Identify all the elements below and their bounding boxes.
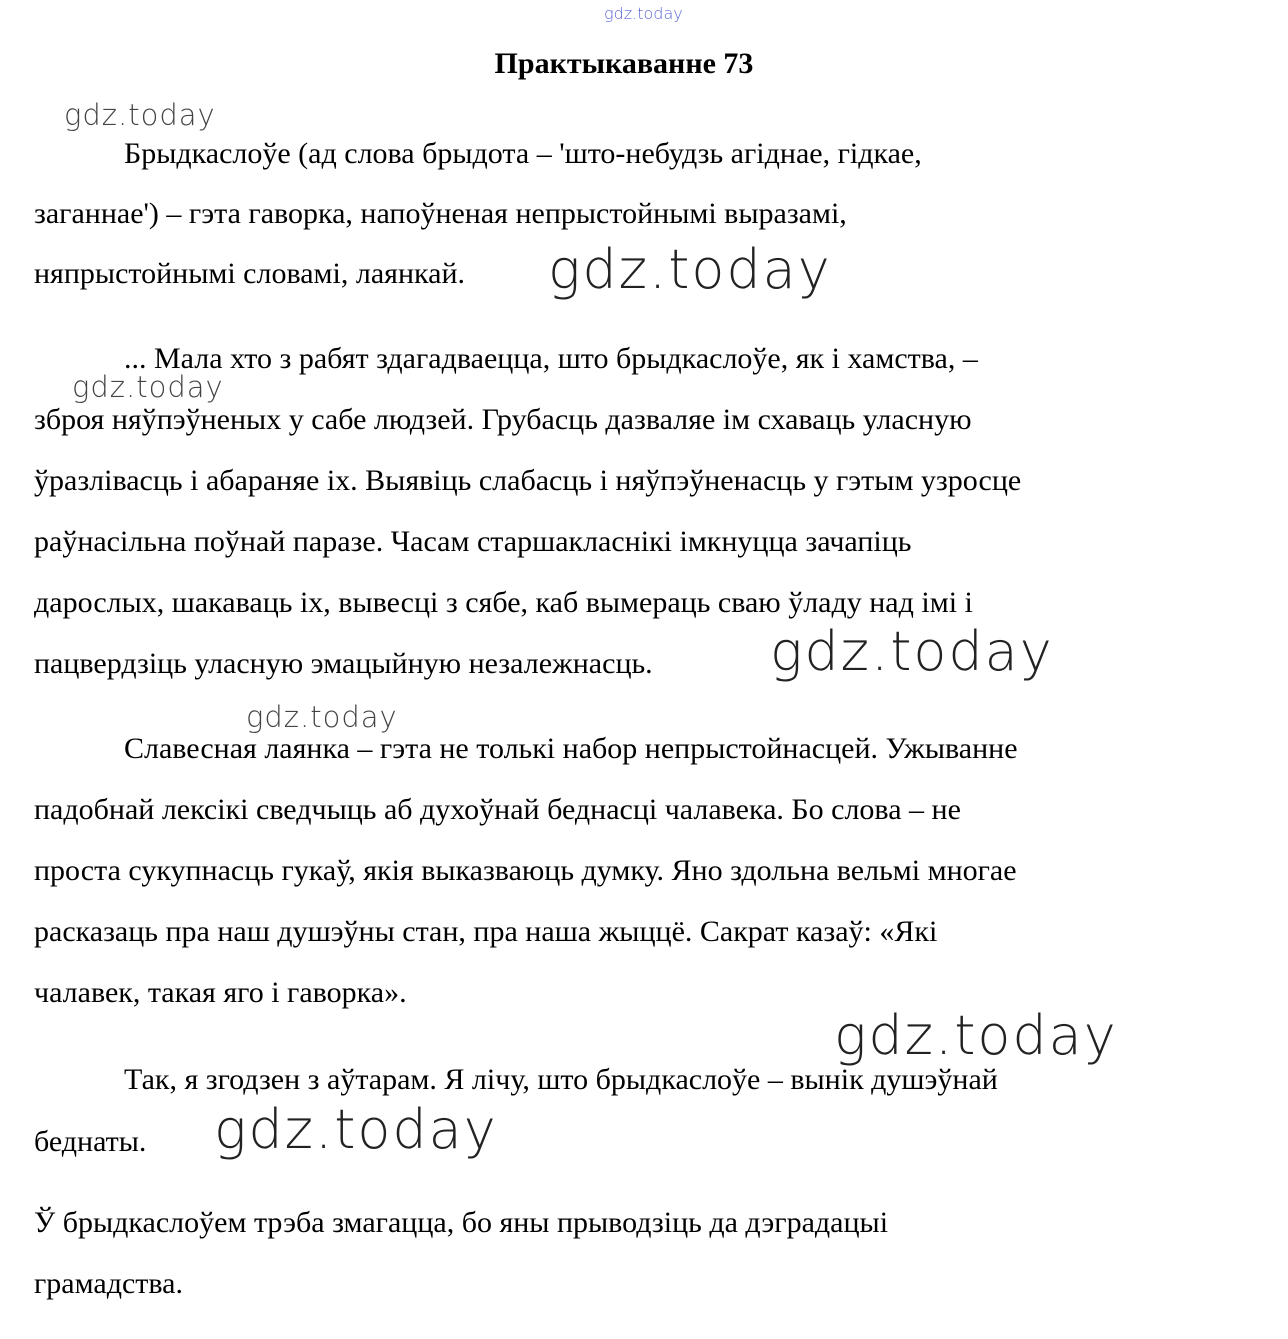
page-title: Практыкаванне 73 <box>494 47 754 80</box>
paragraph-2-line-5: дарослых, шакаваць іх, вывесці з сябе, каб вымераць сваю ўладу над імі і <box>34 586 973 619</box>
watermark-1: gdz.today <box>64 98 216 132</box>
paragraph-2-line-1: ... Мала хто з рабят здагадваецца, што брыдкаслоўе, як і хамства, – <box>124 342 978 375</box>
paragraph-5-line-1: Ў брыдкаслоўем трэба змагацца, бо яны прыводзіць да дэградацыі <box>34 1206 889 1239</box>
watermark-5: gdz.today <box>246 700 398 734</box>
paragraph-1-line-2: заганнае') – гэта гаворка, напоўненая непрыстойнымі выразамі, <box>34 197 847 230</box>
paragraph-1-line-3: няпрыстойнымі словамі, лаянкай. <box>34 257 466 290</box>
watermark-3: gdz.today <box>72 370 224 404</box>
paragraph-3-line-5: чалавек, такая яго і гаворка». <box>34 976 407 1009</box>
paragraph-3-line-2: падобнай лексікі сведчыць аб духоўнай беднасці чалавека. Бо слова – не <box>34 793 961 826</box>
paragraph-3-line-1: Славесная лаянка – гэта не толькі набор непрыстойнасцей. Ужыванне <box>124 732 1018 765</box>
paragraph-2-line-6: пацвердзіць уласную эмацыйную незалежнасць. <box>34 647 653 680</box>
paragraph-4-line-1: Так, я згодзен з аўтарам. Я лічу, што брыдкаслоўе – вынік душэўнай <box>124 1063 998 1096</box>
paragraph-4-line-2: беднаты. <box>34 1125 147 1158</box>
watermark-top: gdz.today <box>604 4 683 23</box>
watermark-4: gdz.today <box>770 620 1054 683</box>
watermark-2: gdz.today <box>548 238 832 301</box>
paragraph-2-line-4: раўнасільна поўнай паразе. Часам старшакласнікі імкнуцца зачапіць <box>34 525 912 558</box>
watermark-6: gdz.today <box>834 1004 1118 1067</box>
paragraph-2-line-3: ўразлівасць і абараняе іх. Выявіць слабасць і няўпэўненасць у гэтым узросце <box>34 464 1022 497</box>
paragraph-5-line-2: грамадства. <box>34 1267 183 1300</box>
paragraph-2-line-2: зброя няўпэўненых у сабе людзей. Грубасць дазваляе ім схаваць уласную <box>34 403 972 436</box>
watermark-7: gdz.today <box>214 1098 498 1161</box>
paragraph-3-line-4: расказаць пра наш душэўны стан, пра наша жыццё. Сакрат казаў: «Які <box>34 915 938 948</box>
paragraph-3-line-3: проста сукупнасць гукаў, якія выказваюць думку. Яно здольна вельмі многае <box>34 854 1017 887</box>
paragraph-1-line-1: Брыдкаслоўе (ад слова брыдота – 'што-небудзь агіднае, гідкае, <box>124 137 922 170</box>
